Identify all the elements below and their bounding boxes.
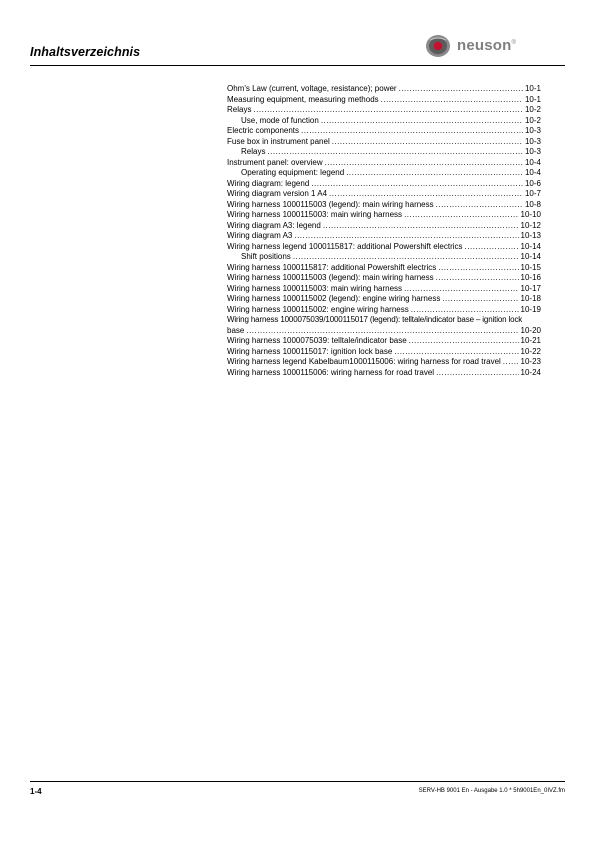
header-divider xyxy=(30,65,565,66)
toc-leader-dots xyxy=(267,147,523,158)
toc-leader-dots xyxy=(411,305,519,316)
toc-entry[interactable] xyxy=(227,252,541,263)
toc-entry[interactable] xyxy=(227,263,541,274)
toc-entry-label: Wiring diagram version 1 A4 xyxy=(227,189,328,198)
toc-entry-page: 10-1 xyxy=(524,94,541,104)
toc-entry[interactable] xyxy=(227,95,541,106)
toc-leader-dots xyxy=(346,168,523,179)
toc-leader-dots xyxy=(404,210,518,221)
toc-entry-page: 10-8 xyxy=(524,199,541,209)
toc-entry[interactable] xyxy=(227,347,541,358)
toc-entry-label: Wiring diagram A3: legend xyxy=(227,220,321,230)
toc-entry[interactable] xyxy=(227,315,541,336)
toc-leader-dots xyxy=(394,347,518,358)
page-title: Inhaltsverzeichnis xyxy=(30,45,141,59)
toc-leader-dots xyxy=(404,284,518,295)
toc-entry[interactable] xyxy=(227,126,541,137)
toc-entry-label: Fuse box in instrument panel xyxy=(227,136,330,146)
toc-entry-label: Wiring harness 1000115003: main wiring harness xyxy=(227,210,403,219)
document-reference: SERV-HB 9001 En - Ausgabe 1.0 * 5h9001En_0IVZ.fm xyxy=(418,788,565,794)
toc-leader-dots xyxy=(436,200,523,211)
toc-entry[interactable] xyxy=(227,357,541,368)
toc-entry-label: Shift positions xyxy=(241,252,291,261)
toc-leader-dots xyxy=(329,189,523,200)
toc-leader-dots xyxy=(436,368,518,379)
toc-leader-dots xyxy=(332,137,523,148)
toc-entry-label-continued: base xyxy=(227,325,245,335)
toc-entry-label: Wiring harness 1000075039: telltale/indicator base xyxy=(227,336,407,345)
toc-leader-dots xyxy=(409,336,519,347)
toc-entry[interactable] xyxy=(227,189,541,200)
toc-entry[interactable] xyxy=(227,368,541,379)
toc-entry-label: Relays xyxy=(227,105,252,114)
toc-leader-dots xyxy=(438,263,518,274)
toc-entry[interactable] xyxy=(227,84,541,95)
toc-entry[interactable] xyxy=(227,200,541,211)
footer-divider xyxy=(30,781,565,782)
toc-entry-page: 10-21 xyxy=(520,336,541,345)
toc-entry[interactable] xyxy=(227,305,541,316)
toc-entry-page: 10-12 xyxy=(520,220,541,230)
toc-leader-dots xyxy=(293,252,519,263)
toc-entry[interactable] xyxy=(227,168,541,179)
toc-entry[interactable] xyxy=(227,147,541,158)
toc-entry-page: 10-18 xyxy=(520,294,541,303)
neuson-logo-icon xyxy=(424,34,452,58)
toc-entry[interactable] xyxy=(227,294,541,305)
toc-entry-page: 10-20 xyxy=(520,325,541,335)
toc-entry[interactable] xyxy=(227,105,541,116)
toc-entry-page: 10-19 xyxy=(520,304,541,314)
toc-entry-label: Use, mode of function xyxy=(241,115,319,125)
toc-entry-label: Wiring harness legend 1000115817: additional Powershift electrics xyxy=(227,241,463,251)
toc-entry-page: 10-10 xyxy=(520,210,541,219)
toc-entry-page: 10-3 xyxy=(524,147,541,156)
toc-entry-label: Wiring harness 1000115002 (legend): engine wiring harness xyxy=(227,294,441,303)
toc-entry[interactable] xyxy=(227,221,541,232)
toc-leader-dots xyxy=(323,221,519,232)
toc-entry-page: 10-6 xyxy=(524,178,541,188)
table-of-contents xyxy=(227,84,541,378)
toc-entry-page: 10-4 xyxy=(524,157,541,167)
toc-leader-dots xyxy=(301,126,523,137)
toc-leader-dots xyxy=(253,105,523,116)
page-header xyxy=(0,0,595,70)
toc-entry[interactable] xyxy=(227,158,541,169)
toc-leader-dots xyxy=(442,294,518,305)
toc-leader-dots xyxy=(399,84,523,95)
toc-leader-dots xyxy=(321,116,523,127)
toc-entry[interactable] xyxy=(227,242,541,253)
toc-entry-label: Wiring harness 1000115017: ignition lock base xyxy=(227,346,393,356)
page-number: 1-4 xyxy=(30,787,42,796)
toc-entry-page: 10-22 xyxy=(520,346,541,356)
toc-entry-page: 10-3 xyxy=(524,136,541,146)
toc-leader-dots xyxy=(294,231,518,242)
toc-entry-page: 10-24 xyxy=(520,367,541,377)
toc-entry-label: Wiring harness 1000115003: main wiring harness xyxy=(227,283,403,293)
toc-entry-label: Wiring harness 1000115003 (legend): main wiring harness xyxy=(227,199,434,209)
toc-entry[interactable] xyxy=(227,231,541,242)
toc-entry-label: Instrument panel: overview xyxy=(227,157,323,167)
toc-entry-page: 10-3 xyxy=(524,126,541,135)
neuson-logo xyxy=(424,34,564,58)
toc-entry-page: 10-4 xyxy=(524,168,541,177)
toc-entry-label: Wiring harness 1000115817: additional Powershift electrics xyxy=(227,262,437,272)
toc-entry[interactable] xyxy=(227,284,541,295)
toc-entry-page: 10-2 xyxy=(524,105,541,114)
toc-entry-page: 10-14 xyxy=(520,241,541,251)
toc-entry-page: 10-17 xyxy=(520,283,541,293)
toc-entry-label: Wiring diagram A3 xyxy=(227,231,293,240)
toc-entry[interactable] xyxy=(227,210,541,221)
toc-entry-label: Wiring harness legend Kabelbaum1000115006: wiring harness for road travel xyxy=(227,357,501,366)
toc-leader-dots xyxy=(381,95,523,106)
toc-entry-label: Wiring harness 1000115002: engine wiring harness xyxy=(227,304,409,314)
toc-entry-label: Wiring harness 1000075039/1000115017 (legend): telltale/indicator base – ignition lock xyxy=(227,315,523,324)
toc-entry-label: Ohm's Law (current, voltage, resistance); power xyxy=(227,84,397,93)
toc-leader-dots xyxy=(311,179,523,190)
toc-leader-dots xyxy=(246,326,518,337)
toc-entry[interactable] xyxy=(227,116,541,127)
logo-text: neuson® xyxy=(457,37,517,54)
toc-entry-label: Wiring harness 1000115003 (legend): main wiring harness xyxy=(227,273,434,282)
toc-entry[interactable] xyxy=(227,179,541,190)
toc-entry-label: Operating equipment: legend xyxy=(241,168,345,177)
toc-entry-page: 10-13 xyxy=(520,231,541,240)
toc-leader-dots xyxy=(436,273,519,284)
toc-entry-page: 10-16 xyxy=(520,273,541,282)
toc-entry-label: Wiring diagram: legend xyxy=(227,178,310,188)
toc-entry-page: 10-23 xyxy=(520,357,541,366)
toc-entry-page: 10-14 xyxy=(520,252,541,261)
toc-entry[interactable] xyxy=(227,137,541,148)
toc-entry-label: Relays xyxy=(241,147,266,156)
toc-entry[interactable] xyxy=(227,336,541,347)
toc-entry-page: 10-2 xyxy=(524,115,541,125)
toc-leader-dots xyxy=(325,158,523,169)
toc-leader-dots xyxy=(503,357,519,368)
toc-leader-dots xyxy=(465,242,519,253)
toc-entry-label: Measuring equipment, measuring methods xyxy=(227,94,379,104)
toc-entry-page: 10-1 xyxy=(524,84,541,93)
toc-entry-label: Electric components xyxy=(227,126,300,135)
toc-entry-page: 10-7 xyxy=(524,189,541,198)
toc-entry[interactable] xyxy=(227,273,541,284)
toc-entry-page: 10-15 xyxy=(520,262,541,272)
toc-entry-label: Wiring harness 1000115006: wiring harness for road travel xyxy=(227,367,435,377)
